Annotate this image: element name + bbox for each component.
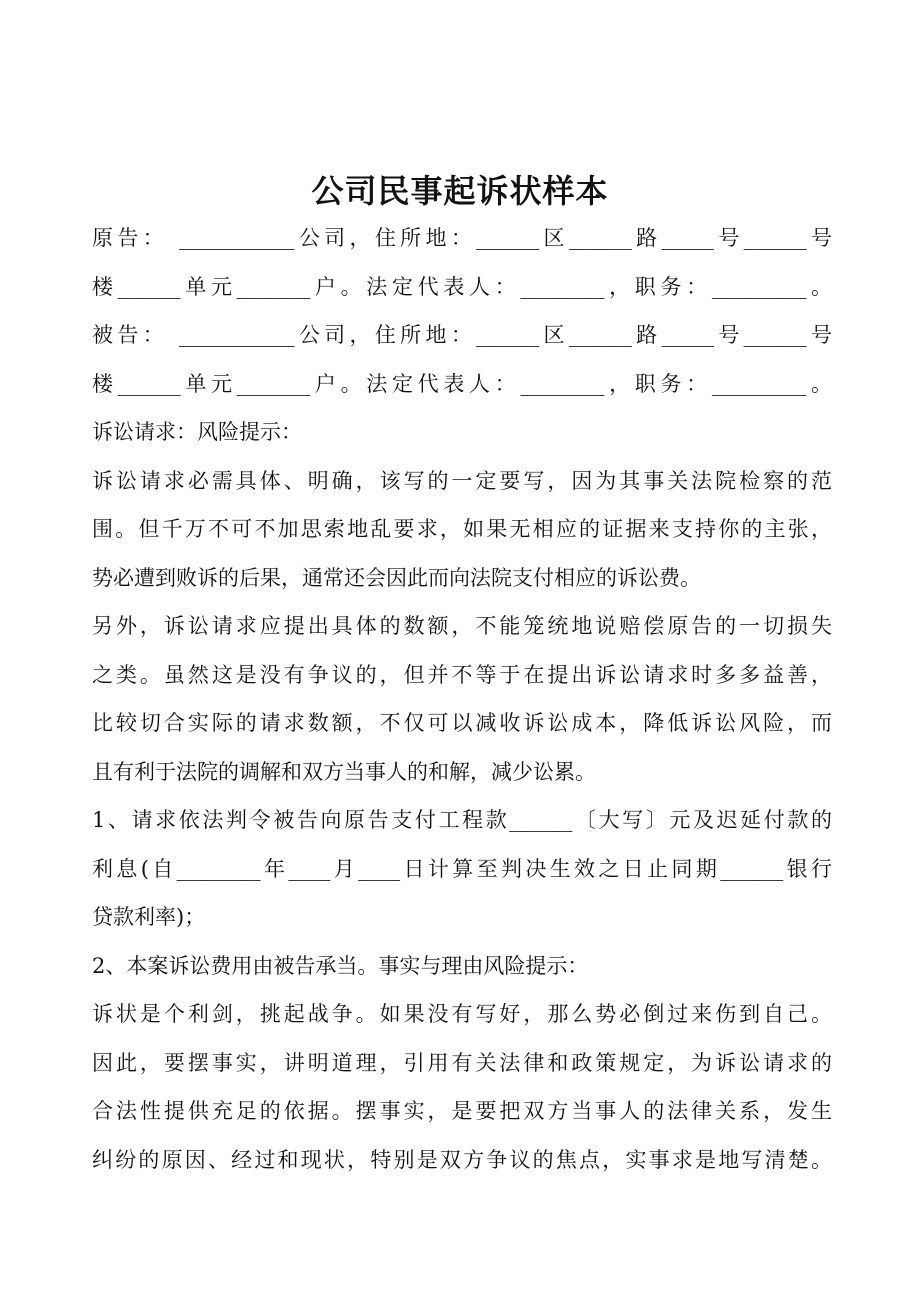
text-line: 之类。虽然这是没有争议的，但并不等于在提出诉讼请求时多多益善， xyxy=(92,662,832,687)
document-title: 公司民事起诉状样本 xyxy=(311,172,609,210)
text-line: 势必遭到败诉的后果，通常还会因此而向法院支付相应的诉讼费。 xyxy=(92,565,701,590)
text-line: 因此，要摆事实，讲明道理，引用有关法律和政策规定，为诉讼请求的 xyxy=(92,1050,832,1075)
text-line: 纠纷的原因、经过和现状，特别是双方争议的焦点，实事求是地写清楚。 xyxy=(92,1147,832,1172)
text-line: 1、请求依法判令被告向原告支付工程款______〔大写〕元及迟延付款的 xyxy=(92,808,832,832)
text-line: 原告： ___________公司，住所地：______区______路_____号______号 xyxy=(92,226,832,250)
text-line: 且有利于法院的调解和双方当事人的和解，减少讼累。 xyxy=(92,759,596,784)
text-line: 诉讼请求：风险提示： xyxy=(92,420,302,444)
text-line: 合法性提供充足的依据。摆事实，是要把双方当事人的法律关系，发生 xyxy=(92,1099,832,1123)
text-line: 被告： ___________公司，住所地：______区______路_____号______号 xyxy=(92,323,832,347)
text-line: 诉讼请求必需具体、明确，该写的一定要写，因为其事关法院检察的范 xyxy=(92,468,832,493)
text-line: 楼______单元_______户。法定代表人：________，职务：_________。 xyxy=(92,274,832,299)
text-line: 利息(自________年____月____日计算至判决生效之日止同期______银行 xyxy=(92,856,832,881)
text-line: 诉状是个利剑，挑起战争。如果没有写好，那么势必倒过来伤到自己。 xyxy=(92,1002,832,1026)
text-line: 比较切合实际的请求数额，不仅可以减收诉讼成本，降低诉讼风险，而 xyxy=(92,711,832,735)
text-line: 围。但千万不可不加思索地乱要求，如果无相应的证据来支持你的主张， xyxy=(92,517,832,541)
text-line: 贷款利率)； xyxy=(92,905,206,929)
text-line: 楼______单元_______户。法定代表人：________，职务：_________。 xyxy=(92,371,832,396)
document-body xyxy=(92,214,832,1184)
text-line: 2、本案诉讼费用由被告承当。事实与理由风险提示： xyxy=(92,953,589,978)
text-line: 另外，诉讼请求应提出具体的数额，不能笼统地说赔偿原告的一切损失 xyxy=(92,614,832,638)
